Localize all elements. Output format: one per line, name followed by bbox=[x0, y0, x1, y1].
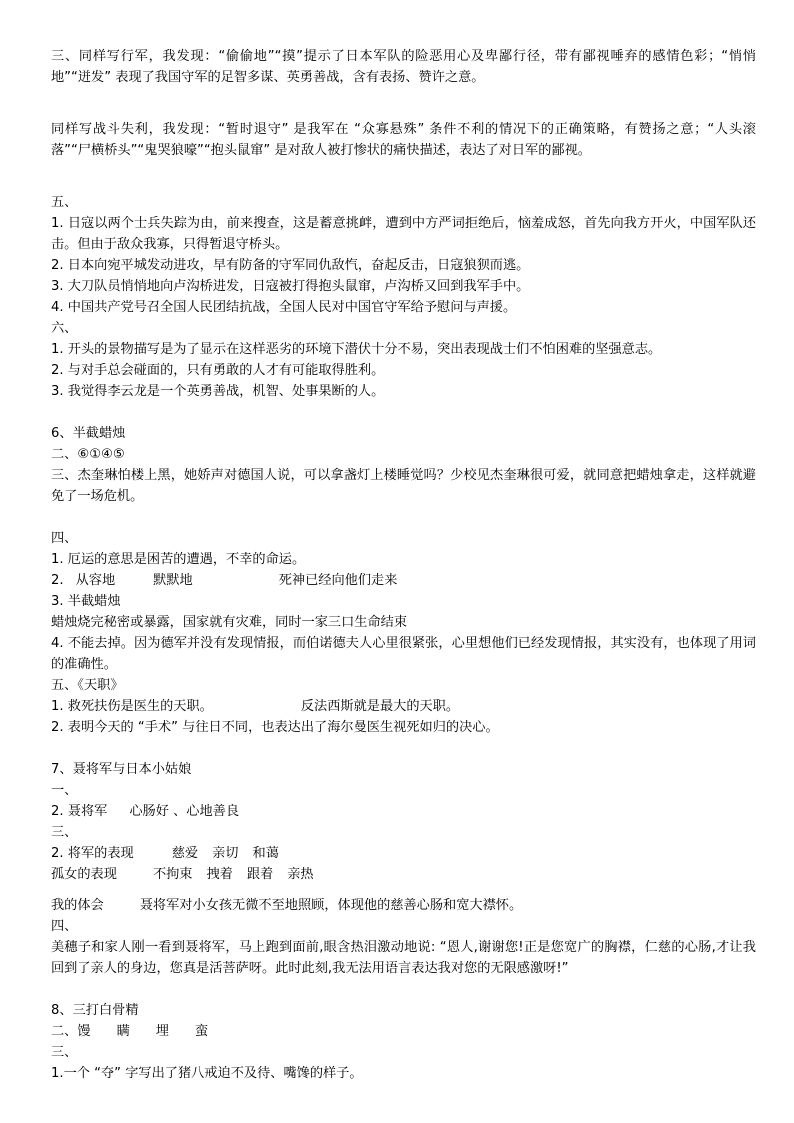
spacer bbox=[51, 507, 756, 528]
answer-line: 3. 大刀队员悄悄地向卢沟桥进发，日寇被打得抱头鼠窜，卢沟桥又回到我军手中。 bbox=[51, 279, 530, 294]
answer-line: 4. 不能去掉。因为德军并没有发现情报，而伯诺德夫人心里很紧张，心里想他们已经发现情报，其实没有，也体现了用词的准确性。 bbox=[51, 636, 756, 672]
answer-line: 蜡烛烧完秘密或暴露，国家就有灾难，同时一家三口生命结束 bbox=[51, 615, 408, 630]
answer-word: 默默地 bbox=[153, 573, 193, 588]
answer-word: 不拘束 bbox=[152, 867, 193, 882]
answer-word: 跟着 bbox=[246, 867, 274, 882]
section-heading: 三、 bbox=[51, 825, 78, 840]
answer-line bbox=[51, 570, 756, 591]
answer-word: 慈爱 bbox=[171, 846, 199, 861]
answer-line: 1. 开头的景物描写是为了显示在这样恶劣的环境下潜伏十分不易，突出表现战士们不怕困难的坚强意志。 bbox=[51, 342, 662, 357]
spacer bbox=[51, 885, 756, 895]
answer-word: 死神已经向他们走来 bbox=[278, 573, 398, 588]
answer-word: 从容地 bbox=[75, 573, 116, 588]
answer-line: 2. 表明今天的 “手术” 与往日不同，也表达出了海尔曼医生视死如归的决心。 bbox=[51, 720, 499, 735]
answer-line bbox=[51, 864, 756, 885]
answer-paragraph: 美穗子和家人刚一看到聂将军，马上跑到面前,眼含热泪激动地说: “恩人,谢谢您!正是您宽广的胸襟，仁慈的心肠,才让我回到了亲人的身边，您真是活菩萨呀。此时此刻,我无法用语言表达我对您的无限感激呀!” bbox=[51, 940, 756, 976]
answer-word: 和蔼 bbox=[252, 846, 279, 861]
spacer bbox=[51, 171, 756, 192]
item-number: 2. bbox=[51, 573, 64, 588]
answer-line: 1. 厄运的意思是困苦的遭遇，不幸的命运。 bbox=[51, 552, 306, 567]
answer-line: 1.一个 “夺” 字写出了猪八戒迫不及待、嘴馋的样子。 bbox=[51, 1066, 363, 1081]
answer-text: 孤女的表现 bbox=[51, 867, 117, 882]
lesson-title: 8、三打白骨精 bbox=[51, 1003, 139, 1018]
answer-word: 瞒 bbox=[116, 1024, 130, 1039]
answer-text: 心肠好 、心地善良 bbox=[129, 804, 240, 819]
section-heading-5: 五、 bbox=[51, 195, 78, 210]
spacer bbox=[51, 161, 756, 171]
answer-text: 2. 聂将军 bbox=[51, 804, 108, 819]
answer-line: 3. 我觉得李云龙是一个英勇善战，机智、处事果断的人。 bbox=[51, 384, 385, 399]
answer-word: 亲切 bbox=[212, 846, 239, 861]
section-heading: 四、 bbox=[51, 531, 78, 546]
answer-text: 2. 将军的表现 bbox=[51, 846, 134, 861]
answer-line: 4. 中国共产党号召全国人民团结抗战，全国人民对中国官守军给予慰问与声援。 bbox=[51, 300, 517, 315]
answer-line bbox=[51, 801, 756, 822]
answer-word: 埋 bbox=[155, 1024, 169, 1039]
answer-text: 我的体会 bbox=[51, 898, 104, 913]
answer-line: 2. 日本向宛平城发动进攻，早有防备的守军同仇敌忾，奋起反击，日寇狼狈而逃。 bbox=[51, 258, 530, 273]
spacer bbox=[51, 402, 756, 423]
paragraph-battle: 同样写战斗失利，我发现：“暂时退守” 是我军在 “众寡悬殊” 条件不利的情况下的正确策略，有赞扬之意；“人头滚落”“尸横桥头”“鬼哭狼嚎”“抱头鼠窜” 是对敌人被打惨状的痛快描述，表达了对日军的鄙视。 bbox=[51, 122, 756, 158]
answer-text: 二、馒 bbox=[51, 1024, 91, 1039]
document-body bbox=[51, 46, 756, 1084]
answer-line: 2. 与对手总会碰面的，只有勇敢的人才有可能取得胜利。 bbox=[51, 363, 385, 378]
spacer bbox=[51, 979, 756, 1000]
answer-line: 三、杰奎琳怕楼上黑，她娇声对德国人说，可以拿盏灯上楼睡觉吗？少校见杰奎琳很可爱，就同意把蜡烛拿走，这样就避免了一场危机。 bbox=[51, 468, 756, 504]
answer-line: 1. 日寇以两个士兵失踪为由，前来搜查，这是蓄意挑衅，遭到中方严词拒绝后，恼羞成怒，首先向我方开火，中国军队还击。但由于敌众我寡，只得暂退守桥头。 bbox=[51, 216, 756, 252]
spacer bbox=[51, 738, 756, 759]
answer-line: 3. 半截蜡烛 bbox=[51, 594, 121, 609]
answer-line bbox=[51, 1021, 756, 1042]
section-heading-6: 六、 bbox=[51, 321, 78, 336]
answer-word: 拽着 bbox=[206, 867, 233, 882]
answer-line bbox=[51, 696, 756, 717]
section-heading: 一、 bbox=[51, 783, 78, 798]
answer-line bbox=[51, 843, 756, 864]
answer-text: 反法西斯就是最大的天职。 bbox=[300, 699, 460, 714]
answer-word: 蛮 bbox=[194, 1024, 209, 1039]
answer-text: 聂将军对小女孩无微不至地照顾，体现他的慈善心肠和宽大襟怀。 bbox=[139, 898, 523, 913]
spacer bbox=[51, 88, 756, 98]
section-heading: 三、 bbox=[51, 1045, 78, 1060]
spacer bbox=[51, 98, 756, 119]
paragraph-marching: 三、同样写行军，我发现：“偷偷地”“摸”提示了日本军队的险恶用心及卑鄙行径，带有鄙视唾弃的感情色彩；“悄悄地”“迸发” 表现了我国守军的足智多谋、英勇善战，含有表扬、赞许之意。 bbox=[51, 49, 756, 85]
answer-line: 二、⑥①④⑤ bbox=[51, 447, 125, 462]
lesson-title: 6、半截蜡烛 bbox=[51, 426, 126, 441]
section-heading: 四、 bbox=[51, 919, 78, 934]
answer-text: 1. 救死扶伤是医生的天职。 bbox=[51, 699, 213, 714]
lesson-title: 7、聂将军与日本小姑娘 bbox=[51, 762, 192, 777]
answer-line bbox=[51, 895, 756, 916]
section-heading: 五、《天职》 bbox=[51, 678, 124, 693]
answer-word: 亲热 bbox=[287, 867, 314, 882]
